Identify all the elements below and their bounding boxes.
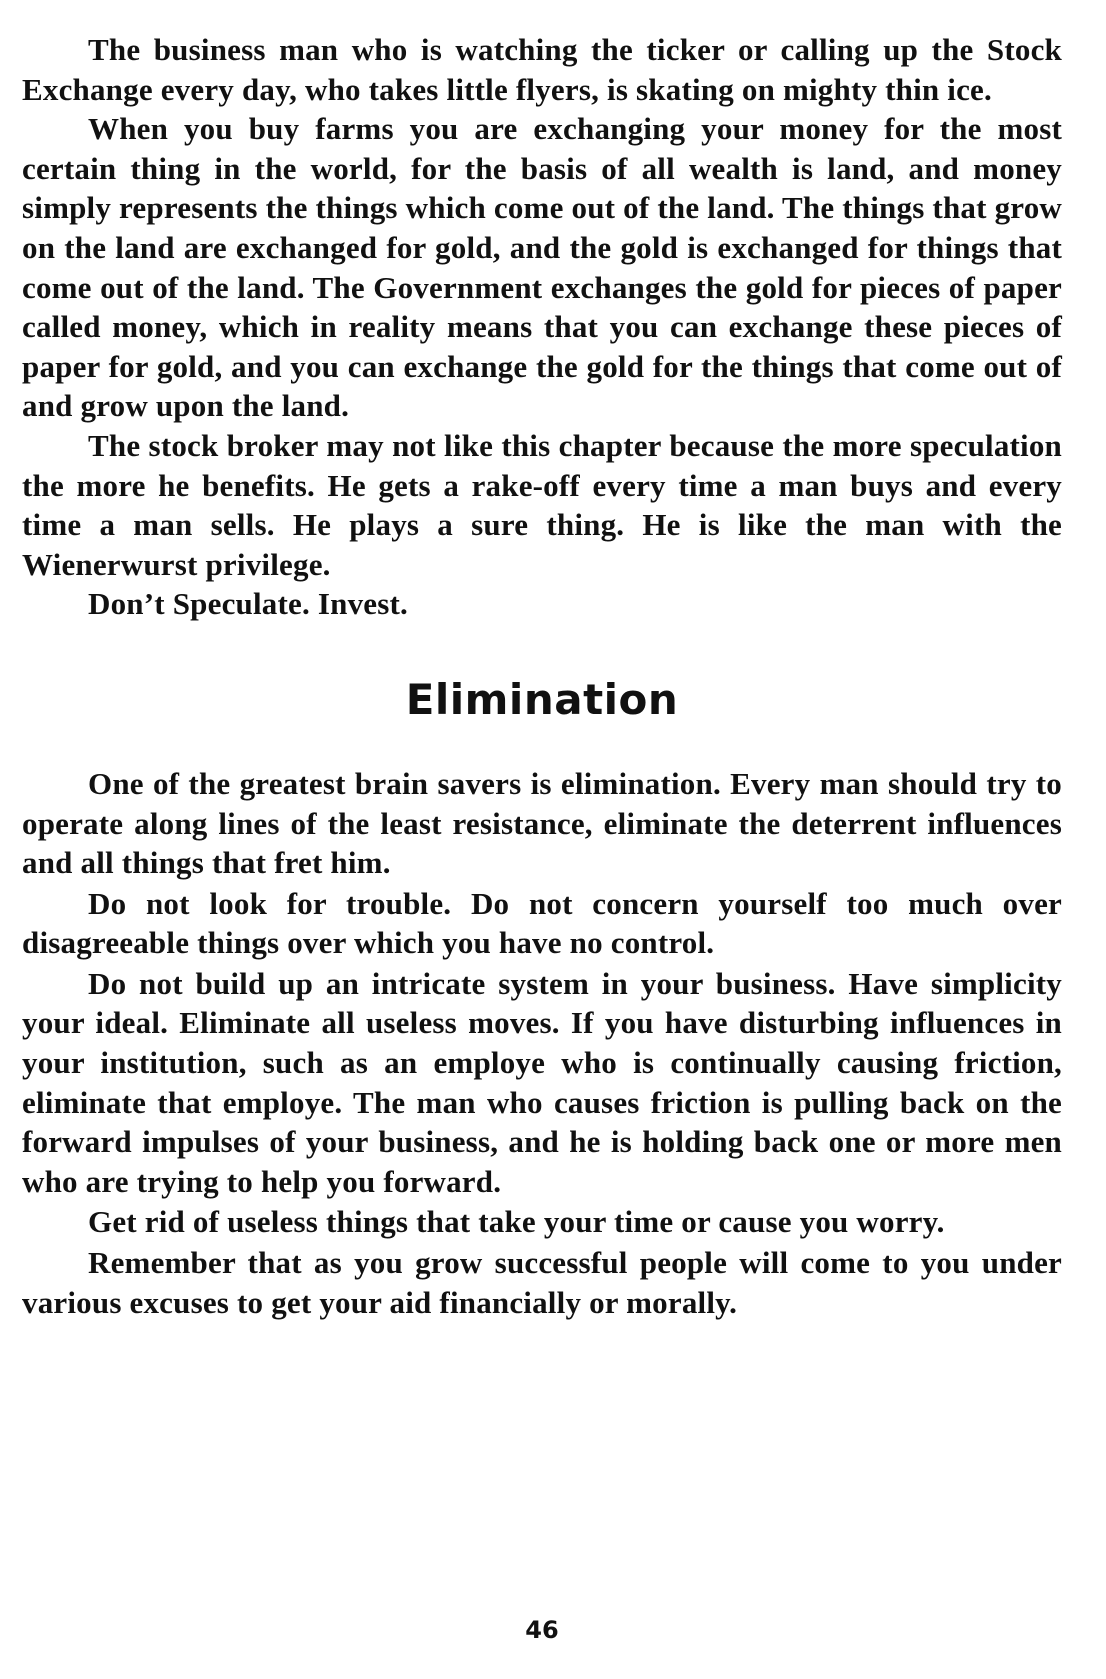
paragraph-stock-broker: The stock broker may not like this chapter because the more speculation the more he benefits. He gets a rake-off every time a man buys and every time a man sells. He plays a sure thing. He is like the man with the Wienerwurst privilege. [22,427,1062,582]
paragraph-farms-land: When you buy farms you are exchanging your money for the most certain thing in the world, for the basis of all wealth is land, and money simply represents the things which come out of the land. The things that grow on the land are exchanged for gold, and the gold is exchanged for things that come out of the land. The Government exchanges the gold for pieces of paper called money, which in reality means that you can exchange these pieces of paper for gold, and you can exchange the gold for the things that come out of and grow upon the land. [22,111,1062,424]
section-heading-elimination: Elimination [405,674,679,724]
paragraph-brain-savers: One of the greatest brain savers is elimination. Every man should try to operate along lines of the least resistance, eliminate the deterrent influences and all things that fret him. [22,765,1062,881]
paragraph-trouble: Do not look for trouble. Do not concern yourself too much over disagreeable things over which you have no control. [22,885,1062,961]
paragraph-stock-exchange: The business man who is watching the ticker or calling up the Stock Exchange every day, who takes little flyers, is skating on mighty thin ice. [22,32,1062,107]
paragraph-remember: Remember that as you grow successful people will come to you under various excuses to get your aid financially or morally. [22,1245,1062,1320]
speculation-section [22,30,1062,624]
paragraph-useless-things: Get rid of useless things that take your time or cause you worry. [88,1204,945,1240]
paragraph-dont-speculate: Don’t Speculate. Invest. [88,586,408,622]
book-page [22,30,1062,1650]
elimination-section [22,764,1062,1322]
paragraph-simplicity: Do not build up an intricate system in your business. Have simplicity your ideal. Eliminate all useless moves. If you have disturbing influences in your institution, such as an employe who is continually causing friction, eliminate that employe. The man who causes friction is pulling back on the forward impulses of your business, and he is holding back one or more men who are trying to help you forward. [22,965,1062,1199]
page-number: 46 [525,1616,559,1644]
